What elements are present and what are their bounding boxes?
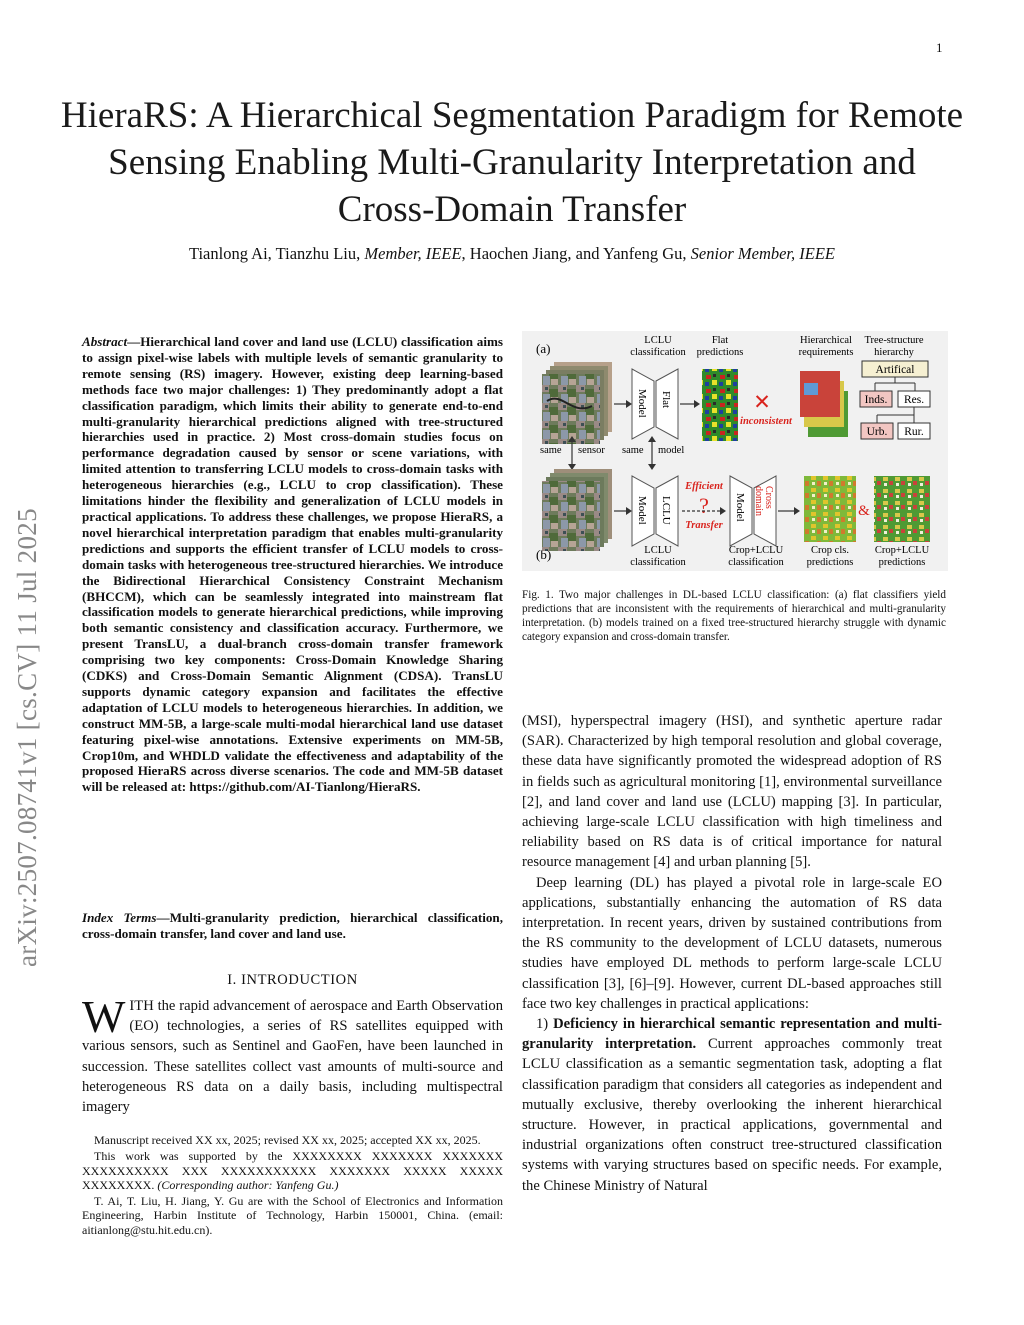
introduction-paragraph (82, 991, 503, 1117)
tree-node-inds-label: Inds. (864, 394, 888, 406)
footnote-received: Manuscript received XX xx, 2025; revised XX xx, 2025; accepted XX xx, 2025. (94, 1133, 481, 1147)
lclu-classification-label-2: classification (630, 347, 686, 358)
crop-lclu-predictions-label-1: Crop+LCLU (874, 545, 930, 556)
tree-node-res-label: Res. (903, 394, 925, 406)
section-heading-introduction: I. INTRODUCTION (227, 972, 358, 988)
right-paragraph-2: Deep learning (DL) has played a pivotal role in large-scale EO applications, substantially enhancing the automation of RS data interpretation. In recent years, driven by sustained contributions from the RS community to the development of LCLU datasets, numerous studies have employed DL methods to perform large-scale LCLU classification [3], [6]–[9]. However, current DL-based approaches still face two key challenges in practical applications: (522, 874, 942, 1012)
domain-label: domain (753, 486, 764, 516)
model-label-cross: Model (734, 493, 746, 522)
hierarchical-requirements-label-1: Hierarchical (800, 335, 852, 346)
challenge-title: Deficiency in hierarchical semantic representation and multi-granularity interpretation. (522, 1016, 942, 1053)
author-list (60, 244, 964, 264)
author-role-2: Senior Member, IEEE (690, 244, 836, 263)
crop-lclu-predictions-label-2: predictions (878, 557, 926, 568)
crop-lclu-classification-label-1: Crop+LCLU (728, 545, 784, 556)
flat-predictions-label-2: predictions (696, 347, 744, 358)
page-number: 1 (936, 40, 943, 55)
author-names-1: Tianlong Ai, Tianzhu Liu, (188, 244, 361, 263)
inconsistent-label: inconsistent (740, 416, 792, 427)
figure-label-b: (b) (536, 547, 552, 562)
lclu-label-b: LCLU (660, 496, 672, 525)
index-terms (82, 910, 503, 942)
tree-node-urb-label: Urb. (866, 426, 888, 438)
author-names-2: , Haochen Jiang, and Yanfeng Gu, (461, 244, 687, 263)
footnote-support (82, 1149, 503, 1192)
challenge-text: Current approaches commonly treat LCLU classification as a semantic segmentation task, adopting a flat classification paradigm that considers all categories as independent and mutually exclusive, thereby overlooking the inherent hierarchical structure. However, in practical applications, governmental and industrial organizations often construct tree-structured classification systems with varying structures based on specific needs. For example, the Chinese Ministry of Natural (522, 1036, 943, 1194)
footnote-corresponding: (Corresponding author: Yanfeng Gu.) (157, 1177, 339, 1192)
tree-node-rur-label: Rur. (904, 426, 924, 438)
author-role-1: Member, IEEE (364, 244, 462, 263)
introduction-text: ITH the rapid advancement of aerospace and Earth Observation (EO) technologies, a series of RS satellites equipped with various sensors, such as Sentinel and GaoFen, have been launched in succession. These satellites collect vast amounts of multi-source and heterogeneous RS data on a daily basis, including multispectral imagery (82, 998, 503, 1116)
flat-prediction-image (702, 369, 738, 441)
right-column-text (522, 711, 942, 1196)
abstract-label: Abstract (82, 334, 128, 349)
flat-label-a: Flat (660, 391, 672, 409)
abstract-text: —Hierarchical land cover and land use (LCLU) classification aims to assign pixel-wise labels with multiple levels of semantic granularity to remote sensing (RS) imagery. However, existing deep learning-based methods face two major challenges: 1) They predominantly adopt a flat classification paradigm, which limits their ability to generate end-to-end multi-granularity hierarchical predictions aligned with tree-structured hierarchies used in practice. 2) Most cross-domain studies focus on performance degradation caused by sensor or scene variations, with limited attention to transferring LCLU models to cross-domain tasks with heterogeneous hierarchies (e.g., LCLU to crop classification). These limitations hinder the flexibility and generalization of LCLU models in practical applications. To address these challenges, we propose HieraRS, a novel hierarchical interpretation paradigm that enables multi-granularity predictions and supports the efficient transfer of LCLU models to cross-domain tasks with heterogeneous tree-structured hierarchies. We introduce the Bidirectional Hierarchical Consistency Constraint Mechanism (BHCCM), which can be seamlessly integrated into mainstream flat classification models to generate hierarchical predictions, while improving both semantic consistency and classification accuracy. Furthermore, we present TransLU, a dual-branch cross-domain transfer framework comprising two key components: Cross-Domain Knowledge Sharing (CDKS) and Cross-Domain Semantic Alignment (CDSA). TransLU supports dynamic category expansion and facilitates the effective adaptation of LCLU models to heterogeneous hierarchies. In addition, we construct MM-5B, a large-scale multi-modal hierarchical land use dataset featuring pixel-wise annotations. Extensive experiments on MM-5B, Crop10m, and WHDLD validate the effectiveness and adaptability of the proposed HieraRS across diverse scenarios. The code and MM-5B dataset will be released at: https://github.com/AI-Tianlong/HieraRS. (82, 334, 503, 795)
same-model-label-2: model (658, 445, 685, 456)
abstract (82, 334, 503, 795)
tree-structure-label-1: Tree-structure (864, 335, 924, 346)
crop-prediction-image (804, 476, 856, 542)
figure-1 (522, 331, 948, 571)
sensor-label: sensor (578, 445, 605, 456)
footnote-support-text: This work was supported by the XXXXXXXX XXXXXXX XXXXXXX XXXXXXXXXX XXX XXXXXXXXXXX XXXXXXX XXXXX XXXXX XXXXXXXX. (82, 1149, 503, 1192)
model-label-a: Model (636, 389, 648, 418)
hierarchical-requirements-label-2: requirements (798, 347, 854, 358)
figure-caption: Fig. 1. Two major challenges in DL-based LCLU classification: (a) flat classifiers yield predictions that are inconsistent with the requirements of hierarchical and multi-granularity interpretation. (b) models trained on a fixed tree-structured hierarchy struggle with dynamic category expansion and cross-domain transfer. (522, 589, 946, 644)
lclu-classification-b-label-1: LCLU (644, 545, 672, 556)
cross-label: Cross (763, 486, 774, 509)
same-label: same (540, 445, 562, 456)
lclu-classification-b-label-2: classification (630, 557, 686, 568)
index-terms-text: —Multi-granularity prediction, hierarchical classification, cross-domain transfer, land cover and land use. (82, 910, 503, 941)
index-terms-label: Index Terms (82, 910, 157, 925)
footnotes (82, 1133, 503, 1239)
input-image-stack-a (542, 362, 612, 444)
tree-node-artificial-label: Artifical (875, 364, 915, 376)
same-model-label-1: same (622, 445, 644, 456)
right-paragraph-1: (MSI), hyperspectral imagery (HSI), and synthetic aperture radar (SAR). Characterized by high temporal resolution and global coverage, these data have significantly promoted the widespread adoption of RS in fields such as agricultural monitoring [1], environmental surveillance [2], and land cover and land use (LCLU) mapping [3]. In particular, achieving large-scale LCLU classification with high timeliness and reliability based on RS data is of critical importance for natural resource management [4] and urban planning [5]. (522, 713, 942, 871)
crop-lclu-prediction-image (874, 476, 930, 542)
flat-predictions-label-1: Flat (711, 335, 729, 346)
lclu-classification-label-1: LCLU (644, 335, 672, 346)
challenge-number: 1) (536, 1016, 554, 1033)
efficient-label: Efficient (685, 481, 723, 492)
drop-cap: W (82, 991, 126, 1042)
input-image-stack-b (542, 469, 612, 551)
crop-cls-predictions-label-1: Crop cls. (811, 545, 849, 556)
arxiv-stamp-text: arXiv:2507.08741v1 [cs.CV] 11 Jul 2025 (12, 508, 42, 967)
tree-structure-label-2: hierarchy (874, 347, 914, 358)
footnote-affiliation: T. Ai, T. Liu, H. Jiang, Y. Gu are with the School of Electronics and Information Engineering, Harbin Institute of Technology, Harbin 150001, China. (email: aitianlong@stu.hit.edu.cn). (82, 1194, 503, 1237)
inconsistent-x-mark: ✕ (753, 390, 771, 414)
crop-lclu-classification-label-2: classification (728, 557, 784, 568)
question-mark: ? (699, 493, 709, 518)
right-paragraph-3 (522, 1014, 942, 1196)
paper-title: HieraRS: A Hierarchical Segmentation Paradigm for Remote Sensing Enabling Multi-Granularity Interpretation and Cross-Domain Transfer (60, 95, 964, 230)
arxiv-stamp (12, 377, 52, 967)
model-label-b: Model (636, 496, 648, 525)
crop-cls-predictions-label-2: predictions (806, 557, 854, 568)
figure-label-a: (a) (536, 341, 551, 356)
transfer-label: Transfer (685, 520, 723, 531)
ampersand: & (858, 503, 870, 519)
